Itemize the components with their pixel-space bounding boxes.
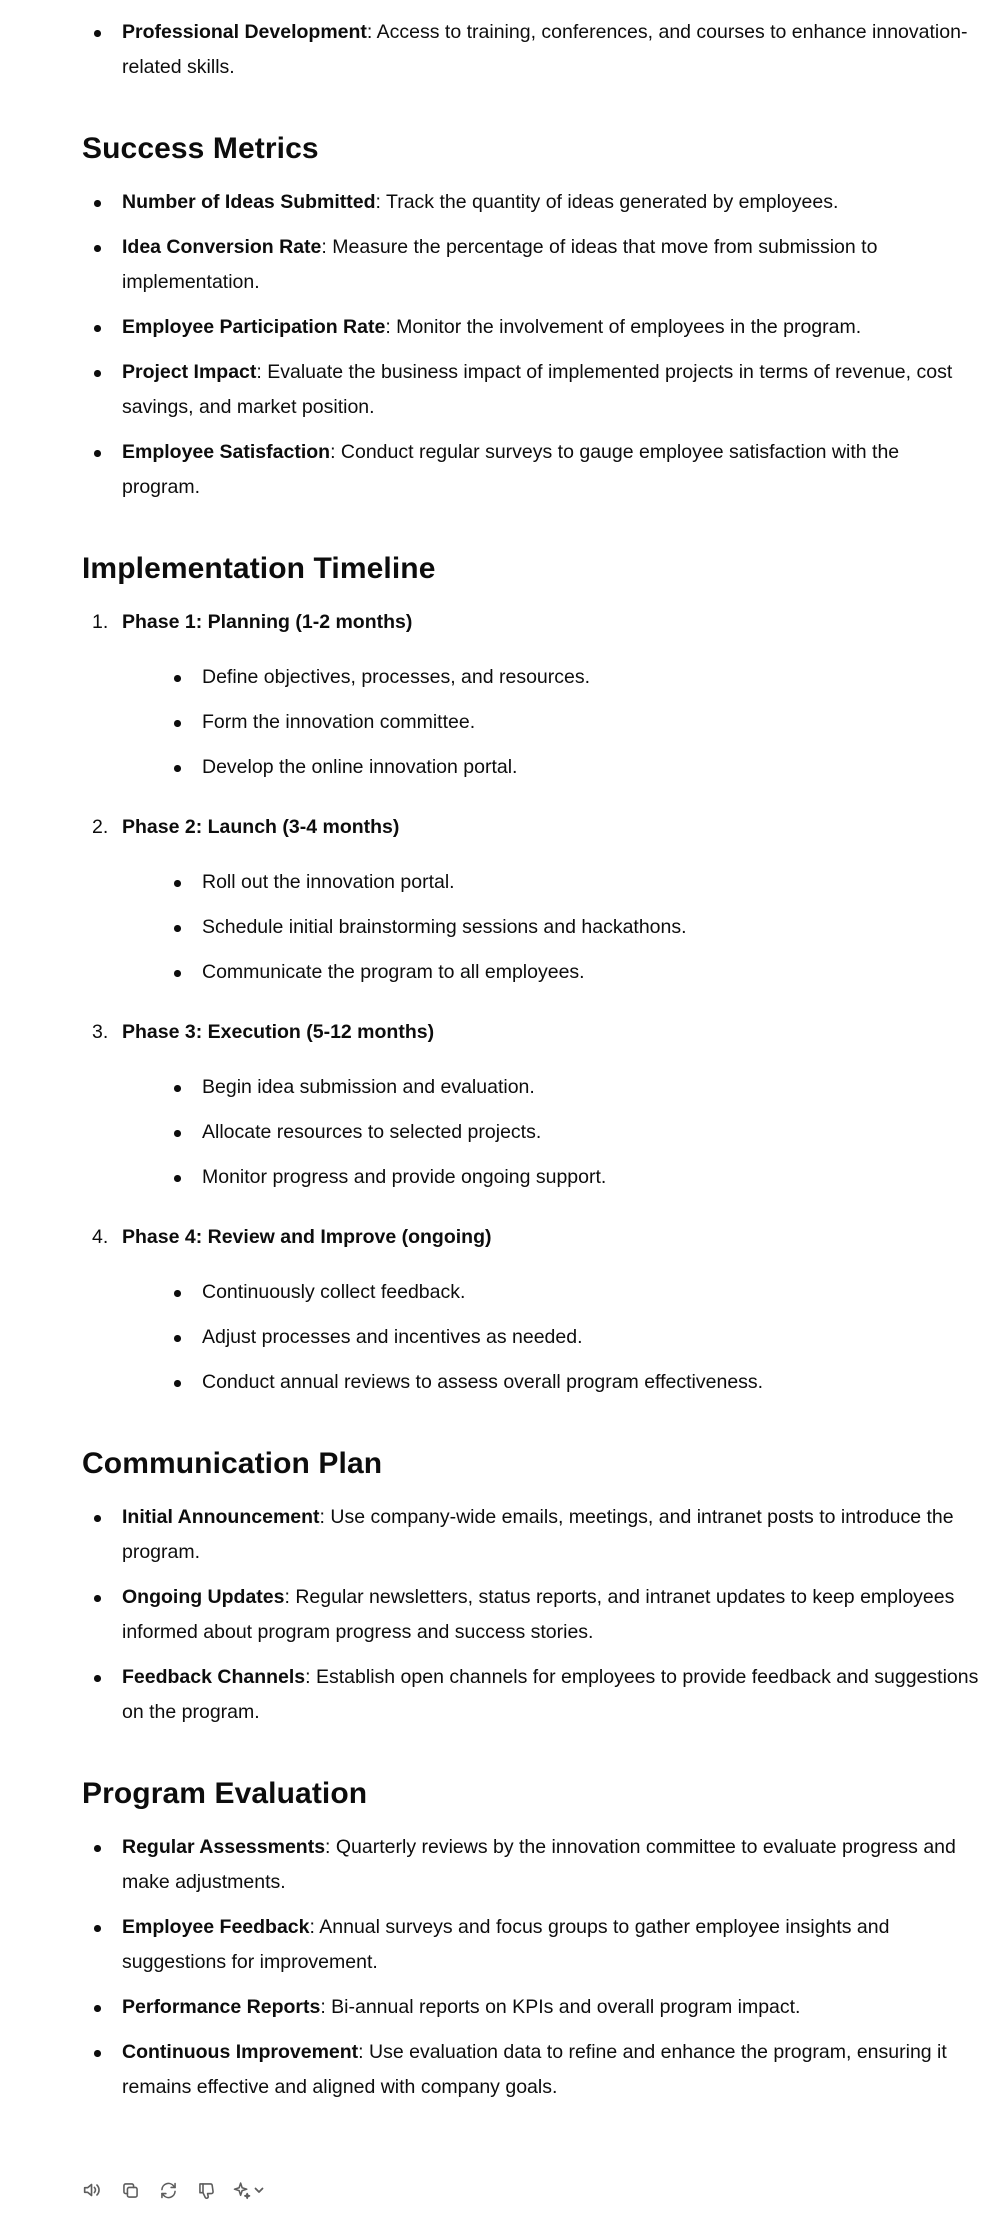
phase-title: Phase 1: Planning (1-2 months) bbox=[122, 611, 413, 633]
task-item: Adjust processes and incentives as needed. bbox=[162, 1320, 982, 1355]
list-item-term: Project Impact bbox=[122, 361, 257, 383]
heading-success-metrics: Success Metrics bbox=[82, 132, 319, 165]
phase-tasks bbox=[162, 865, 982, 990]
list-item-term: Regular Assessments bbox=[122, 1836, 326, 1858]
list-item bbox=[82, 355, 982, 425]
speaker-icon bbox=[81, 2179, 103, 2201]
list-item-term: Performance Reports bbox=[122, 1996, 321, 2018]
task-item: Allocate resources to selected projects. bbox=[162, 1115, 982, 1150]
list-item bbox=[82, 435, 982, 505]
task-item: Schedule initial brainstorming sessions and hackathons. bbox=[162, 910, 982, 945]
phase-tasks bbox=[162, 660, 982, 785]
list-item-text: : Quarterly reviews by the innovation committee to evaluate progress and make adjustments. bbox=[122, 1836, 956, 1893]
task-item: Continuously collect feedback. bbox=[162, 1275, 982, 1310]
phase-tasks bbox=[162, 1275, 982, 1400]
list-item bbox=[82, 2035, 982, 2105]
phase-item bbox=[82, 1015, 982, 1195]
list-item bbox=[82, 230, 982, 300]
list-item-text: : Annual surveys and focus groups to gather employee insights and suggestions for improvement. bbox=[122, 1916, 890, 1973]
assistant-message bbox=[82, 15, 982, 2115]
heading-communication-plan: Communication Plan bbox=[82, 1447, 383, 1480]
sparkle-icon bbox=[231, 2180, 252, 2201]
phase-number: 4. bbox=[92, 1226, 109, 1248]
regenerate-icon bbox=[158, 2180, 179, 2201]
task-item: Roll out the innovation portal. bbox=[162, 865, 982, 900]
list-item-term: Number of Ideas Submitted bbox=[122, 191, 376, 213]
list-item-text: : Bi-annual reports on KPIs and overall program impact. bbox=[320, 1996, 801, 2018]
model-switcher-button[interactable] bbox=[231, 2177, 269, 2203]
timeline-phases bbox=[82, 605, 982, 1400]
phase-item bbox=[82, 605, 982, 785]
phase-title: Phase 4: Review and Improve (ongoing) bbox=[122, 1226, 492, 1248]
list-item bbox=[82, 1910, 982, 1980]
list-item-text: : Measure the percentage of ideas that move from submission to implementation. bbox=[122, 236, 878, 293]
task-item: Form the innovation committee. bbox=[162, 705, 982, 740]
copy-icon bbox=[120, 2180, 141, 2201]
phase-tasks bbox=[162, 1070, 982, 1195]
list-item bbox=[82, 310, 982, 345]
list-item-term: Employee Satisfaction bbox=[122, 441, 331, 463]
list-item-term: Initial Announcement bbox=[122, 1506, 320, 1528]
copy-button[interactable] bbox=[117, 2177, 143, 2203]
list-item bbox=[82, 1500, 982, 1570]
phase-number: 2. bbox=[92, 816, 109, 838]
list-item-term: Employee Feedback bbox=[122, 1916, 310, 1938]
list-item-text: : Evaluate the business impact of implemented projects in terms of revenue, cost savings, and market position. bbox=[122, 361, 953, 418]
list-item-text: : Establish open channels for employees to provide feedback and suggestions on the program. bbox=[122, 1666, 979, 1723]
list-item-term: Employee Participation Rate bbox=[122, 316, 386, 338]
read-aloud-button[interactable] bbox=[79, 2177, 105, 2203]
thumbs-down-icon bbox=[196, 2180, 217, 2201]
list-item-text: : Use evaluation data to refine and enhance the program, ensuring it remains effective and aligned with company goals. bbox=[122, 2041, 947, 2098]
list-item bbox=[82, 1660, 982, 1730]
task-item: Define objectives, processes, and resources. bbox=[162, 660, 982, 695]
list-item-term: Ongoing Updates bbox=[122, 1586, 285, 1608]
task-item: Begin idea submission and evaluation. bbox=[162, 1070, 982, 1105]
list-item-term: Professional Development bbox=[122, 21, 367, 43]
phase-item bbox=[82, 810, 982, 990]
task-item: Conduct annual reviews to assess overall program effectiveness. bbox=[162, 1365, 982, 1400]
list-item bbox=[82, 15, 982, 85]
phase-title: Phase 2: Launch (3-4 months) bbox=[122, 816, 400, 838]
phase-number: 1. bbox=[92, 611, 109, 633]
list-item-text: : Use company-wide emails, meetings, and intranet posts to introduce the program. bbox=[122, 1506, 954, 1563]
task-item: Communicate the program to all employees. bbox=[162, 955, 982, 990]
message-action-toolbar bbox=[79, 2177, 269, 2203]
list-item-term: Continuous Improvement bbox=[122, 2041, 359, 2063]
communication-list bbox=[82, 1500, 982, 1730]
list-item bbox=[82, 1580, 982, 1650]
list-item-text: : Track the quantity of ideas generated by employees. bbox=[375, 191, 839, 213]
bad-response-button[interactable] bbox=[193, 2177, 219, 2203]
task-item: Monitor progress and provide ongoing support. bbox=[162, 1160, 982, 1195]
phase-number: 3. bbox=[92, 1021, 109, 1043]
phase-title: Phase 3: Execution (5-12 months) bbox=[122, 1021, 435, 1043]
task-item: Develop the online innovation portal. bbox=[162, 750, 982, 785]
list-item-text: : Conduct regular surveys to gauge employee satisfaction with the program. bbox=[122, 441, 900, 498]
regenerate-button[interactable] bbox=[155, 2177, 181, 2203]
list-item bbox=[82, 1830, 982, 1900]
list-item-term: Feedback Channels bbox=[122, 1666, 306, 1688]
intro-list bbox=[82, 15, 982, 85]
success-metrics-list bbox=[82, 185, 982, 505]
evaluation-list bbox=[82, 1830, 982, 2105]
heading-implementation-timeline: Implementation Timeline bbox=[82, 552, 436, 585]
heading-program-evaluation: Program Evaluation bbox=[82, 1777, 368, 1810]
list-item bbox=[82, 185, 982, 220]
list-item bbox=[82, 1990, 982, 2025]
list-item-text: : Monitor the involvement of employees in the program. bbox=[385, 316, 862, 338]
list-item-term: Idea Conversion Rate bbox=[122, 236, 322, 258]
list-item-text: : Regular newsletters, status reports, and intranet updates to keep employees informed about program progress and success stories. bbox=[122, 1586, 955, 1643]
phase-item bbox=[82, 1220, 982, 1400]
list-item-text: : Access to training, conferences, and courses to enhance innovation-related skills. bbox=[122, 21, 968, 78]
chevron-down-icon bbox=[253, 2184, 265, 2196]
